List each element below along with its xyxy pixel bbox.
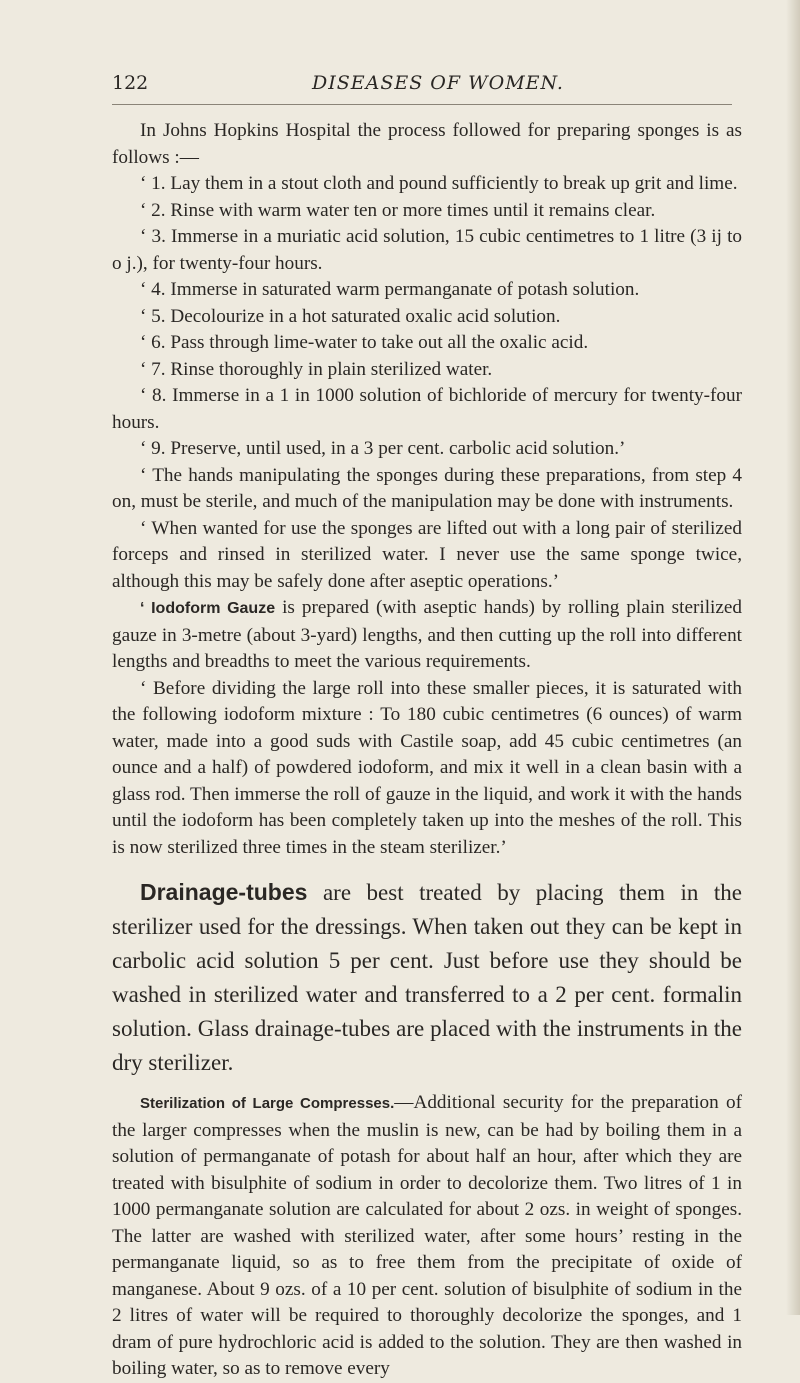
page-edge-shadow <box>786 0 800 1315</box>
large-compresses-text: —Additional security for the preparation of the larger compresses when the muslin is new, can be had by boiling them in a solution of permanganate of potash for about half an hour, after which they are treated with bisulphite of sodium in order to decolorize them. Two litres of 1 in 1000 permanganate solution are calculated for about 2 ozs. in weight of sponges. The latter are washed with sterilized water, after some hours’ resting in the permanganate liquid, so as to free them from the precipitate of oxide of manganese. About 9 ozs. of a 10 per cent. solution of bisulphite of sodium in the 2 litres of water will be required to thoroughly decolorize the sponges, and 1 dram of pure hydrochloric acid is added to the solution. They are then washed in boiling water, so as to remove every <box>112 1092 742 1379</box>
drainage-tubes-text: are best treated by placing them in the sterilizer used for the dressings. When taken out they can be kept in carbolic acid solution 5 per cent. Just before use they should be washed in sterilized water and transferred to a 2 per cent. formalin solution. Glass drainage-tubes are placed with the instruments in the dry sterilizer. <box>112 880 742 1075</box>
paragraph-intro: In Johns Hopkins Hospital the process followed for preparing sponges is as follows :— <box>112 120 742 168</box>
body-text <box>112 118 742 1383</box>
list-item-step-1: ‘ 1. Lay them in a stout cloth and pound sufficiently to break up grit and lime. <box>140 173 738 194</box>
page-header <box>112 72 732 102</box>
list-item-step-2: ‘ 2. Rinse with warm water ten or more times until it remains clear. <box>140 199 656 221</box>
large-compresses-heading: Sterilization of Large Compresses. <box>140 1095 395 1112</box>
iodoform-gauze-heading: ‘ Iodoform Gauze <box>140 600 276 617</box>
paragraph-hands: ‘ The hands manipulating the sponges during these preparations, from step 4 on, must be sterile, and much of the manipulation may be done with instruments. <box>112 464 742 512</box>
paragraph-dividing: ‘ Before dividing the large roll into these smaller pieces, it is saturated with the following iodoform mixture : To 180 cubic centimetres (6 ounces) of warm water, made into a good suds with Castile soap, add 45 cubic centimetres (an ounce and a half) of powdered iodoform, and mix it well in a clean basin with a glass rod. Then immerse the roll of gauze in the liquid, and work it with the hands until the iodoform has been completely taken up into the meshes of the roll. This is now sterilized three times in the steam sterilizer.’ <box>112 677 742 858</box>
list-item-step-7: ‘ 7. Rinse thoroughly in plain sterilized water. <box>140 358 493 380</box>
running-title: DISEASES OF WOMEN. <box>312 72 564 94</box>
header-rule <box>112 104 732 105</box>
list-item-step-3: ‘ 3. Immerse in a muriatic acid solution, 15 cubic centimetres to 1 litre (3 ij to o j.), for twenty-four hours. <box>112 226 742 274</box>
paragraph-forceps: ‘ When wanted for use the sponges are lifted out with a long pair of sterilized forceps and rinsed in sterilized water. I never use the same sponge twice, although this may be safely done after aseptic operations.’ <box>112 517 742 592</box>
paragraph-iodoform-gauze <box>112 595 742 676</box>
iodoform-gauze-text: is prepared (with aseptic hands) by rolling plain sterilized gauze in 3-metre (about 3-yard) lengths, and then cutting up the roll into different lengths and breadths to meet the various requirements. <box>112 597 743 672</box>
list-item-step-4: ‘ 4. Immerse in saturated warm permanganate of potash solution. <box>140 279 640 300</box>
list-item-step-9: ‘ 9. Preserve, until used, in a 3 per cent. carbolic acid solution.’ <box>140 438 626 459</box>
list-item-step-6: ‘ 6. Pass through lime-water to take out all the oxalic acid. <box>140 332 589 353</box>
page-number: 122 <box>112 72 149 94</box>
list-item-step-8: ‘ 8. Immerse in a 1 in 1000 solution of bichloride of mercury for twenty-four hours. <box>112 385 742 433</box>
drainage-tubes-heading: Drainage-tubes <box>140 879 308 905</box>
paragraph-large-compresses <box>112 1090 742 1383</box>
list-item-step-5: ‘ 5. Decolourize in a hot saturated oxalic acid solution. <box>140 305 561 327</box>
paragraph-drainage-tubes <box>112 875 742 1080</box>
